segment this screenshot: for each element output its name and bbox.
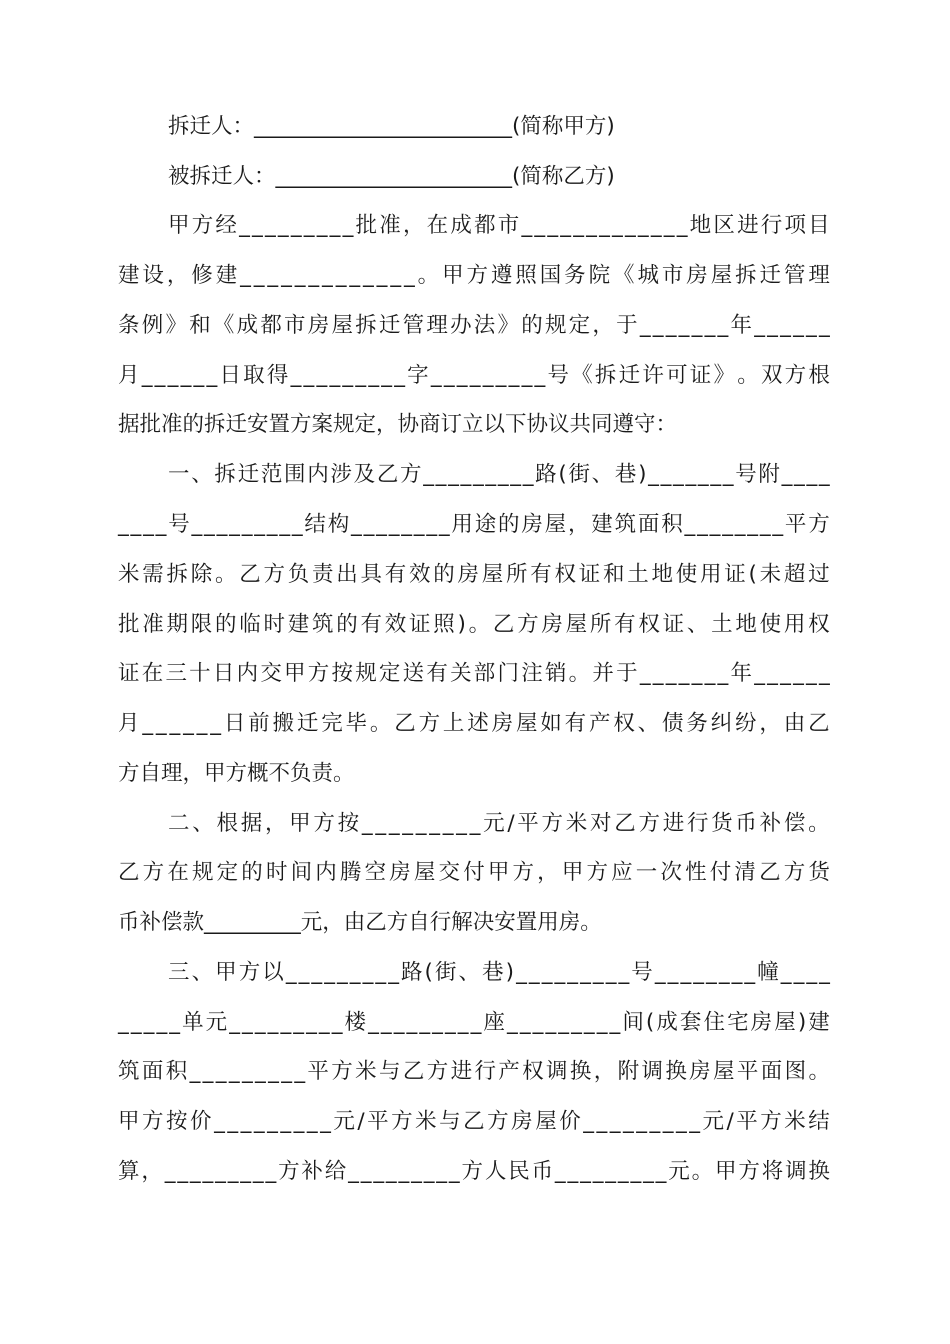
line-21: 甲 方 按 价 _ _ _ _ _ _ _ _ _ 元 / 平 方 米 与 乙 方 房 屋 价 _ _ _ _ _ _ _ _ _ 元 / 平 方 米 结 [118,1109,830,1134]
line-3: 甲 方 经 _ _ _ _ _ _ _ _ _ 批 准 ， 在 成 都 市 _ _ _ _ _ _ _ _ _ _ _ _ _ 地 区 进 行 项 目 [168,213,830,238]
line-19: _ _ _ _ _ 单 元 _ _ _ _ _ _ _ _ _ 楼 _ _ _ _ _ _ _ _ _ 座 _ _ _ _ _ _ _ _ _ 间 ( 成 套 住 宅 房 屋 ) 建 [118,1010,830,1035]
line-9: _ _ _ _ 号 _ _ _ _ _ _ _ _ _ 结 构 _ _ _ _ _ _ _ _ 用 途 的 房 屋 ， 建 筑 面 积 _ _ _ _ _ _ _ _ 平 方 [118,512,830,537]
line-20: 筑 面 积 _ _ _ _ _ _ _ _ _ 平 方 米 与 乙 方 进 行 产 权 调 换 ， 附 调 换 房 屋 平 面 图 。 [118,1059,830,1084]
line-11: 批 准 期 限 的 临 时 建 筑 的 有 效 证 照 ) 。 乙 方 房 屋 所 有 权 证 、 土 地 使 用 权 [118,612,830,637]
line-1: 拆迁人：________________________(简称甲方) [168,114,615,139]
line-13: 月 _ _ _ _ _ _ 日 前 搬 迁 完 毕 。 乙 方 上 述 房 屋 如 有 产 权 、 债 务 纠 纷 ， 由 乙 [118,711,830,736]
line-22: 算 ， _ _ _ _ _ _ _ _ _ 方 补 给 _ _ _ _ _ _ _ _ _ 方 人 民 币 _ _ _ _ _ _ _ _ _ 元 。 甲 方 将 调 换 [118,1159,830,1184]
line-4: 建 设 ， 修 建 _ _ _ _ _ _ _ _ _ _ _ _ _ 。 甲 方 遵 照 国 务 院 《 城 市 房 屋 拆 迁 管 理 [118,263,830,288]
line-10: 米 需 拆 除 。 乙 方 负 责 出 具 有 效 的 房 屋 所 有 权 证 和 土 地 使 用 证 ( 未 超 过 [118,562,830,587]
line-2: 被拆迁人：______________________(简称乙方) [168,164,615,189]
line-6: 月 _ _ _ _ _ _ 日 取 得 _ _ _ _ _ _ _ _ _ 字 _ _ _ _ _ _ _ _ _ 号 《 拆 迁 许 可 证 》 。 双 方 根 [118,363,830,388]
line-8: 一 、 拆 迁 范 围 内 涉 及 乙 方 _ _ _ _ _ _ _ _ _ 路 ( 街 、 巷 ) _ _ _ _ _ _ _ 号 附 _ _ _ _ [168,462,830,487]
line-18: 三 、 甲 方 以 _ _ _ _ _ _ _ _ _ 路 ( 街 、 巷 ) _ _ _ _ _ _ _ _ _ 号 _ _ _ _ _ _ _ _ 幢 _ _ _ _ [168,960,830,985]
line-14: 方自理，甲方概不负责。 [118,761,355,786]
line-15: 二 、 根 据 ， 甲 方 按 _ _ _ _ _ _ _ _ _ 元 / 平 方 米 对 乙 方 进 行 货 币 补 偿 。 [168,811,830,836]
line-5: 条 例 》 和 《 成 都 市 房 屋 拆 迁 管 理 办 法 》 的 规 定 ， 于 _ _ _ _ _ _ _ 年 _ _ _ _ _ _ [118,313,830,338]
line-17: 币补偿款_________元，由乙方自行解决安置用房。 [118,910,602,935]
line-12: 证 在 三 十 日 内 交 甲 方 按 规 定 送 有 关 部 门 注 销 。 并 于 _ _ _ _ _ _ _ 年 _ _ _ _ _ _ [118,661,830,686]
line-7: 据批准的拆迁安置方案规定，协商订立以下协议共同遵守： [118,412,678,437]
line-16: 乙 方 在 规 定 的 时 间 内 腾 空 房 屋 交 付 甲 方 ， 甲 方 应 一 次 性 付 清 乙 方 货 [118,860,830,885]
